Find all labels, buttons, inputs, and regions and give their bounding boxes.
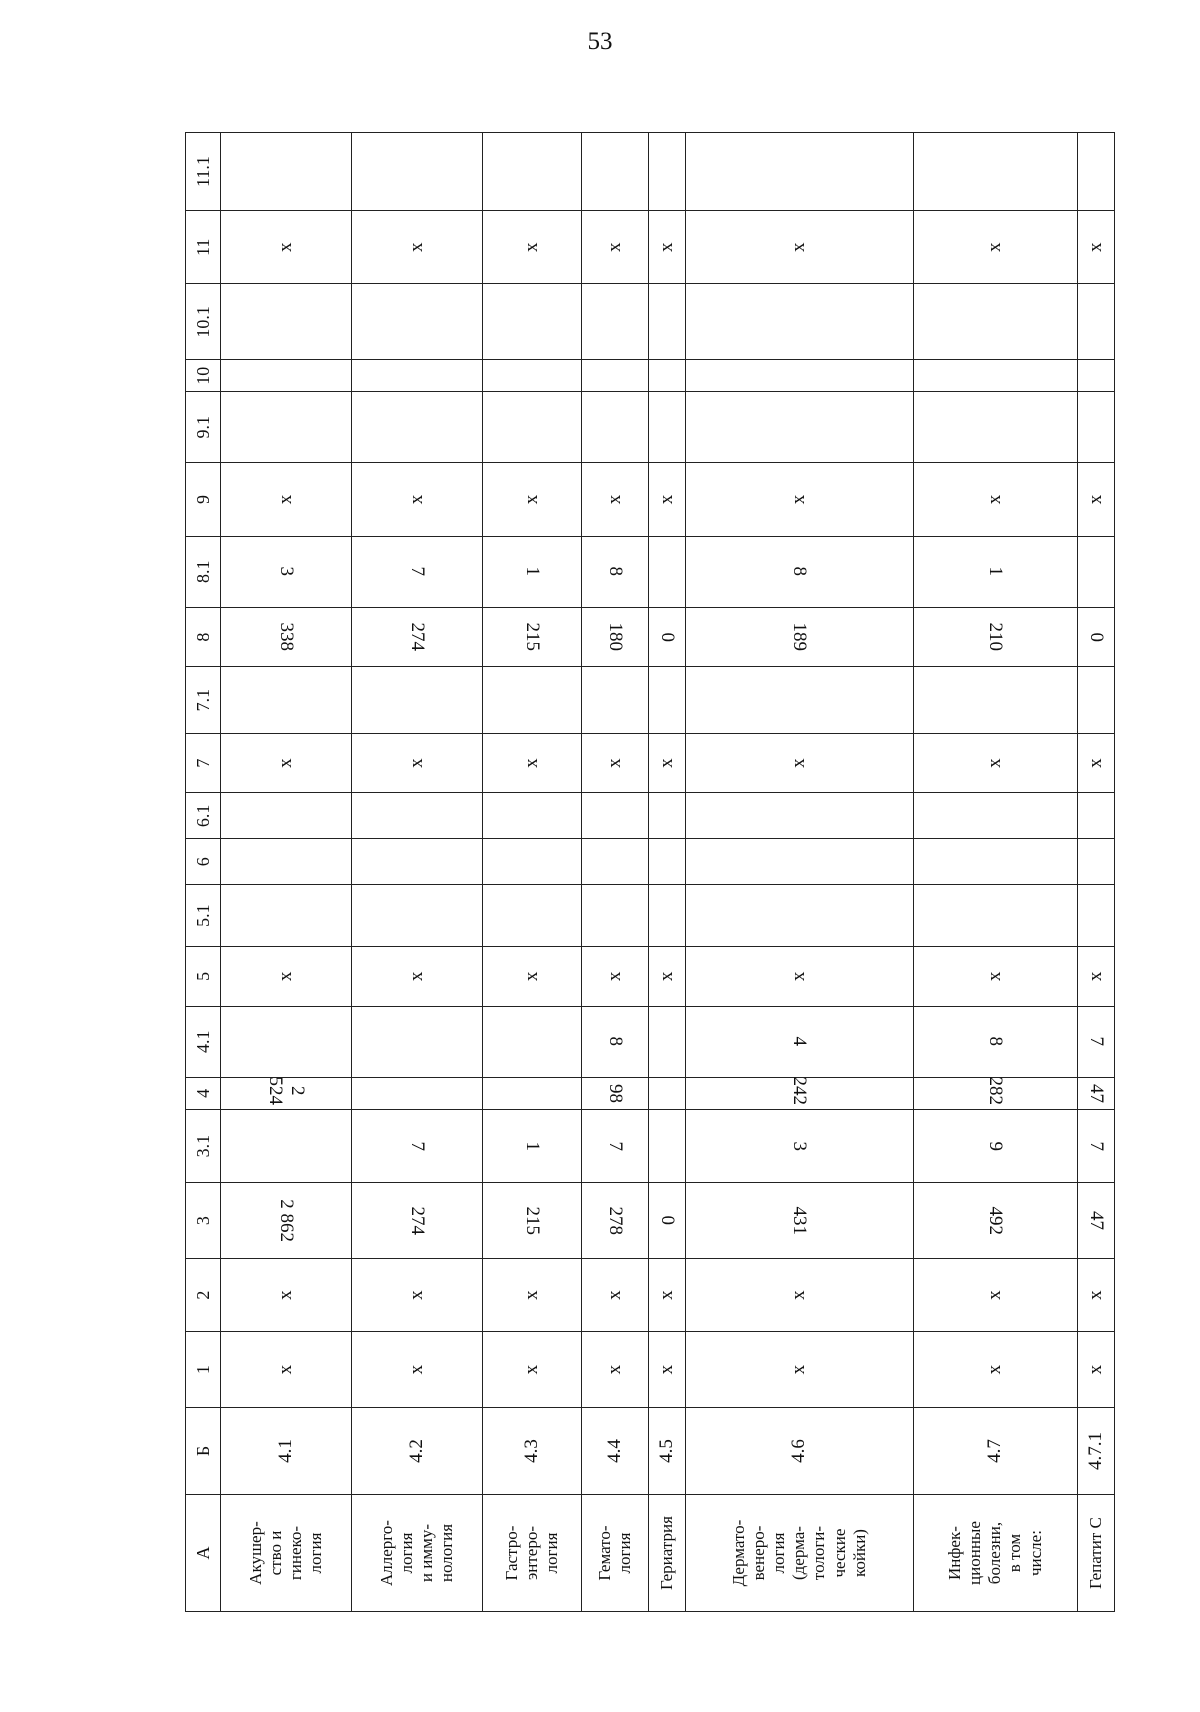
value-cell bbox=[914, 793, 1078, 839]
value-cell bbox=[352, 793, 483, 839]
column-header: 4 bbox=[186, 1077, 221, 1109]
cell-value: x bbox=[521, 758, 543, 768]
table-row bbox=[1077, 133, 1114, 1612]
value-cell bbox=[648, 392, 685, 463]
value-cell bbox=[914, 733, 1078, 793]
value-cell bbox=[352, 947, 483, 1007]
value-cell bbox=[483, 1258, 582, 1331]
value-cell bbox=[582, 1006, 648, 1077]
cell-value: 0 bbox=[656, 632, 678, 642]
value-cell bbox=[914, 839, 1078, 885]
column-header: 4.1 bbox=[186, 1006, 221, 1077]
column-header: 8.1 bbox=[186, 536, 221, 607]
value-cell bbox=[352, 463, 483, 536]
value-cell bbox=[914, 211, 1078, 284]
column-header: 10 bbox=[186, 360, 221, 392]
value-cell bbox=[221, 667, 352, 733]
value-cell bbox=[352, 839, 483, 885]
value-cell bbox=[685, 284, 913, 360]
cell-value: 7 bbox=[407, 566, 429, 577]
cell-value: x bbox=[1084, 1364, 1106, 1375]
value-cell bbox=[685, 1077, 913, 1109]
value-cell bbox=[352, 211, 483, 284]
value-cell bbox=[685, 667, 913, 733]
value-cell bbox=[914, 1077, 1078, 1109]
value-cell bbox=[221, 463, 352, 536]
cell-value: x bbox=[1084, 494, 1106, 505]
column-header: 9 bbox=[186, 463, 221, 536]
column-header: 8 bbox=[186, 607, 221, 667]
cell-value: x bbox=[603, 1364, 625, 1375]
value-cell bbox=[685, 947, 913, 1007]
cell-value: 282 bbox=[985, 1076, 1007, 1105]
value-cell bbox=[483, 1332, 582, 1408]
value-cell bbox=[648, 1332, 685, 1408]
row-name-cell: Гепатит С bbox=[1077, 1495, 1114, 1612]
value-cell bbox=[352, 1258, 483, 1331]
cell-value: x bbox=[1084, 1290, 1106, 1300]
table-row bbox=[648, 133, 685, 1612]
value-cell bbox=[648, 733, 685, 793]
value-cell bbox=[221, 607, 352, 667]
cell-value: 7 bbox=[407, 1141, 429, 1151]
value-cell bbox=[1077, 839, 1114, 885]
value-cell bbox=[582, 885, 648, 947]
column-header: 5 bbox=[186, 947, 221, 1007]
cell-value: 215 bbox=[522, 622, 544, 652]
value-cell bbox=[914, 1183, 1078, 1259]
value-cell bbox=[685, 1183, 913, 1259]
row-name-cell: Дермато- венеро- логия (дерма- тологи- ческие койки) bbox=[685, 1495, 913, 1612]
row-name-cell: Гастро- энтеро- логия bbox=[483, 1495, 582, 1612]
value-cell bbox=[221, 1258, 352, 1331]
cell-value: x bbox=[603, 1290, 625, 1300]
value-cell bbox=[685, 463, 913, 536]
cell-value: 274 bbox=[407, 1206, 429, 1235]
cell-value: x bbox=[275, 242, 297, 253]
value-cell bbox=[221, 947, 352, 1007]
value-cell bbox=[685, 839, 913, 885]
column-header: Б bbox=[186, 1407, 221, 1494]
cell-value: x bbox=[521, 1290, 543, 1300]
cell-value: 8 bbox=[604, 566, 626, 577]
value-cell bbox=[914, 667, 1078, 733]
cell-value: x bbox=[275, 971, 297, 982]
cell-value: x bbox=[603, 242, 625, 253]
row-name-cell: Гемато- логия bbox=[582, 1495, 648, 1612]
cell-value: x bbox=[275, 494, 297, 505]
value-cell bbox=[352, 1006, 483, 1077]
cell-value: x bbox=[788, 242, 810, 253]
value-cell bbox=[648, 284, 685, 360]
value-cell bbox=[483, 667, 582, 733]
value-cell bbox=[1077, 607, 1114, 667]
value-cell bbox=[914, 607, 1078, 667]
value-cell bbox=[648, 133, 685, 211]
value-cell bbox=[582, 536, 648, 607]
cell-value: 3 bbox=[276, 566, 298, 577]
column-header: 3.1 bbox=[186, 1109, 221, 1182]
cell-value: x bbox=[788, 971, 810, 982]
value-cell bbox=[685, 360, 913, 392]
value-cell bbox=[1077, 1258, 1114, 1331]
value-cell bbox=[1077, 463, 1114, 536]
value-cell bbox=[685, 885, 913, 947]
value-cell bbox=[1077, 1183, 1114, 1259]
cell-value: 242 bbox=[789, 1076, 811, 1105]
row-name-cell: Инфек- ционные болезни, в том числе: bbox=[914, 1495, 1078, 1612]
value-cell bbox=[352, 284, 483, 360]
value-cell bbox=[685, 1258, 913, 1331]
page-number: 53 bbox=[587, 28, 613, 55]
value-cell bbox=[483, 793, 582, 839]
value-cell bbox=[685, 607, 913, 667]
value-cell bbox=[685, 1006, 913, 1077]
cell-value: x bbox=[521, 1364, 543, 1375]
value-cell bbox=[483, 1109, 582, 1182]
cell-value: 180 bbox=[604, 622, 626, 652]
value-cell bbox=[914, 1109, 1078, 1182]
value-cell bbox=[483, 1183, 582, 1259]
cell-value: 47 bbox=[1085, 1083, 1107, 1103]
cell-value: 2 862 bbox=[276, 1199, 298, 1242]
cell-value: x bbox=[788, 1290, 810, 1300]
cell-value: x bbox=[984, 242, 1006, 253]
value-cell bbox=[1077, 947, 1114, 1007]
value-cell bbox=[352, 1183, 483, 1259]
value-cell bbox=[582, 1258, 648, 1331]
value-cell bbox=[685, 793, 913, 839]
cell-value: 4 bbox=[789, 1037, 811, 1047]
cell-value: x bbox=[406, 242, 428, 253]
cell-value: 8 bbox=[604, 1037, 626, 1047]
column-header: 7 bbox=[186, 733, 221, 793]
cell-value: 278 bbox=[604, 1206, 626, 1235]
value-cell bbox=[483, 885, 582, 947]
value-cell bbox=[1077, 360, 1114, 392]
cell-value: 3 bbox=[789, 1141, 811, 1151]
column-header: 2 bbox=[186, 1258, 221, 1331]
value-cell bbox=[483, 607, 582, 667]
cell-value: 47 bbox=[1085, 1211, 1107, 1231]
value-cell bbox=[914, 1258, 1078, 1331]
header-row bbox=[186, 133, 221, 1612]
cell-value: x bbox=[788, 758, 810, 768]
value-cell bbox=[221, 1109, 352, 1182]
value-cell bbox=[221, 1332, 352, 1408]
value-cell bbox=[1077, 793, 1114, 839]
column-header: 6 bbox=[186, 839, 221, 885]
value-cell bbox=[648, 1258, 685, 1331]
cell-value: x bbox=[521, 494, 543, 505]
row-name-cell: Акушер- ство и гинеко- логия bbox=[221, 1495, 352, 1612]
value-cell bbox=[483, 360, 582, 392]
value-cell bbox=[221, 885, 352, 947]
value-cell bbox=[914, 1006, 1078, 1077]
value-cell bbox=[352, 133, 483, 211]
table-row bbox=[221, 133, 352, 1612]
row-code-cell: 4.3 bbox=[483, 1407, 582, 1494]
value-cell bbox=[1077, 1332, 1114, 1408]
column-header: А bbox=[186, 1495, 221, 1612]
value-cell bbox=[352, 360, 483, 392]
value-cell bbox=[352, 536, 483, 607]
value-cell bbox=[648, 947, 685, 1007]
table-row bbox=[483, 133, 582, 1612]
value-cell bbox=[1077, 1077, 1114, 1109]
value-cell bbox=[352, 667, 483, 733]
value-cell bbox=[648, 536, 685, 607]
cell-value: x bbox=[984, 1290, 1006, 1300]
cell-value: x bbox=[406, 1290, 428, 1300]
value-cell bbox=[582, 463, 648, 536]
cell-value: x bbox=[603, 494, 625, 505]
cell-value: x bbox=[521, 971, 543, 982]
value-cell bbox=[483, 211, 582, 284]
value-cell bbox=[582, 284, 648, 360]
value-cell bbox=[483, 463, 582, 536]
value-cell bbox=[221, 839, 352, 885]
row-code-cell: 4.4 bbox=[582, 1407, 648, 1494]
value-cell bbox=[352, 1109, 483, 1182]
value-cell bbox=[352, 607, 483, 667]
value-cell bbox=[582, 607, 648, 667]
cell-value: 492 bbox=[985, 1206, 1007, 1235]
cell-value: 215 bbox=[522, 1206, 544, 1235]
value-cell bbox=[648, 793, 685, 839]
statistics-table bbox=[185, 132, 1115, 1612]
cell-value: x bbox=[984, 971, 1006, 982]
value-cell bbox=[483, 1006, 582, 1077]
value-cell bbox=[352, 733, 483, 793]
column-header: 11.1 bbox=[186, 133, 221, 211]
cell-value: x bbox=[275, 1290, 297, 1300]
value-cell bbox=[582, 1109, 648, 1182]
value-cell bbox=[914, 1332, 1078, 1408]
value-cell bbox=[582, 667, 648, 733]
value-cell bbox=[648, 839, 685, 885]
value-cell bbox=[483, 536, 582, 607]
value-cell bbox=[648, 1006, 685, 1077]
value-cell bbox=[648, 667, 685, 733]
value-cell bbox=[221, 793, 352, 839]
value-cell bbox=[685, 1109, 913, 1182]
table-row bbox=[582, 133, 648, 1612]
column-header: 10.1 bbox=[186, 284, 221, 360]
value-cell bbox=[483, 839, 582, 885]
value-cell bbox=[483, 392, 582, 463]
rotated-table-container bbox=[185, 132, 1115, 1612]
cell-value: x bbox=[1084, 971, 1106, 982]
value-cell bbox=[685, 392, 913, 463]
value-cell bbox=[648, 885, 685, 947]
cell-value: x bbox=[788, 494, 810, 505]
value-cell bbox=[914, 284, 1078, 360]
value-cell bbox=[582, 133, 648, 211]
cell-value: 9 bbox=[985, 1141, 1007, 1151]
cell-value: 1 bbox=[985, 566, 1007, 577]
cell-value: 8 bbox=[985, 1037, 1007, 1047]
value-cell bbox=[1077, 1109, 1114, 1182]
value-cell bbox=[221, 392, 352, 463]
value-cell bbox=[648, 1077, 685, 1109]
cell-value: 7 bbox=[604, 1141, 626, 1151]
value-cell bbox=[914, 885, 1078, 947]
cell-value: 7 bbox=[1085, 1141, 1107, 1151]
value-cell bbox=[685, 536, 913, 607]
value-cell bbox=[648, 211, 685, 284]
value-cell bbox=[352, 392, 483, 463]
cell-value: 1 bbox=[522, 566, 544, 577]
cell-value: x bbox=[788, 1364, 810, 1375]
value-cell bbox=[582, 1332, 648, 1408]
row-code-cell: 4.7 bbox=[914, 1407, 1078, 1494]
value-cell bbox=[483, 1077, 582, 1109]
value-cell bbox=[483, 733, 582, 793]
cell-value: 338 bbox=[276, 622, 298, 652]
cell-value: x bbox=[406, 494, 428, 505]
cell-value: x bbox=[655, 1290, 677, 1300]
cell-value: x bbox=[406, 971, 428, 982]
value-cell bbox=[1077, 667, 1114, 733]
value-cell bbox=[914, 947, 1078, 1007]
value-cell bbox=[352, 1332, 483, 1408]
cell-value: x bbox=[655, 971, 677, 982]
value-cell bbox=[221, 211, 352, 284]
cell-value: 189 bbox=[789, 622, 811, 652]
column-header: 3 bbox=[186, 1183, 221, 1259]
value-cell bbox=[582, 360, 648, 392]
cell-value: 2 524 bbox=[265, 1076, 309, 1105]
value-cell bbox=[582, 947, 648, 1007]
value-cell bbox=[648, 1109, 685, 1182]
value-cell bbox=[221, 360, 352, 392]
cell-value: x bbox=[655, 1364, 677, 1375]
value-cell bbox=[483, 133, 582, 211]
value-cell bbox=[221, 733, 352, 793]
cell-value: 8 bbox=[789, 566, 811, 577]
value-cell bbox=[221, 284, 352, 360]
cell-value: x bbox=[1084, 242, 1106, 253]
value-cell bbox=[914, 536, 1078, 607]
value-cell bbox=[221, 1183, 352, 1259]
value-cell bbox=[1077, 733, 1114, 793]
value-cell bbox=[1077, 885, 1114, 947]
value-cell bbox=[352, 1077, 483, 1109]
value-cell bbox=[582, 1183, 648, 1259]
value-cell bbox=[1077, 392, 1114, 463]
value-cell bbox=[582, 839, 648, 885]
value-cell bbox=[685, 211, 913, 284]
value-cell bbox=[582, 392, 648, 463]
column-header: 11 bbox=[186, 211, 221, 284]
cell-value: x bbox=[275, 1364, 297, 1375]
cell-value: 98 bbox=[604, 1083, 626, 1103]
value-cell bbox=[221, 1006, 352, 1077]
table-row bbox=[352, 133, 483, 1612]
value-cell bbox=[221, 133, 352, 211]
cell-value: 431 bbox=[789, 1206, 811, 1235]
value-cell bbox=[685, 133, 913, 211]
value-cell bbox=[352, 885, 483, 947]
cell-value: 210 bbox=[985, 622, 1007, 652]
value-cell bbox=[685, 733, 913, 793]
value-cell bbox=[1077, 1006, 1114, 1077]
value-cell bbox=[648, 463, 685, 536]
value-cell bbox=[221, 1077, 352, 1109]
value-cell bbox=[582, 793, 648, 839]
value-cell bbox=[1077, 211, 1114, 284]
row-code-cell: 4.2 bbox=[352, 1407, 483, 1494]
value-cell bbox=[648, 607, 685, 667]
cell-value: 0 bbox=[656, 1215, 678, 1226]
row-name-cell: Аллерго- логия и имму- нология bbox=[352, 1495, 483, 1612]
value-cell bbox=[582, 211, 648, 284]
column-header: 5.1 bbox=[186, 885, 221, 947]
value-cell bbox=[914, 392, 1078, 463]
table-row bbox=[914, 133, 1078, 1612]
cell-value: x bbox=[655, 242, 677, 253]
value-cell bbox=[1077, 133, 1114, 211]
cell-value: x bbox=[984, 494, 1006, 505]
cell-value: x bbox=[603, 971, 625, 982]
cell-value: 274 bbox=[407, 622, 429, 652]
cell-value: x bbox=[521, 242, 543, 253]
cell-value: 1 bbox=[522, 1141, 544, 1151]
value-cell bbox=[483, 284, 582, 360]
row-name-cell: Гериатрия bbox=[648, 1495, 685, 1612]
column-header: 7.1 bbox=[186, 667, 221, 733]
row-code-cell: 4.5 bbox=[648, 1407, 685, 1494]
cell-value: x bbox=[275, 758, 297, 768]
cell-value: 0 bbox=[1085, 632, 1107, 642]
value-cell bbox=[582, 1077, 648, 1109]
cell-value: x bbox=[655, 494, 677, 505]
cell-value: x bbox=[655, 758, 677, 768]
cell-value: x bbox=[984, 758, 1006, 768]
value-cell bbox=[1077, 536, 1114, 607]
value-cell bbox=[914, 463, 1078, 536]
cell-value: x bbox=[1084, 758, 1106, 768]
value-cell bbox=[648, 360, 685, 392]
table-row bbox=[685, 133, 913, 1612]
cell-value: x bbox=[406, 758, 428, 768]
value-cell bbox=[1077, 284, 1114, 360]
value-cell bbox=[914, 133, 1078, 211]
value-cell bbox=[483, 947, 582, 1007]
row-code-cell: 4.7.1 bbox=[1077, 1407, 1114, 1494]
row-code-cell: 4.1 bbox=[221, 1407, 352, 1494]
cell-value: x bbox=[603, 758, 625, 768]
cell-value: x bbox=[406, 1364, 428, 1375]
value-cell bbox=[914, 360, 1078, 392]
row-code-cell: 4.6 bbox=[685, 1407, 913, 1494]
column-header: 9.1 bbox=[186, 392, 221, 463]
cell-value: x bbox=[984, 1364, 1006, 1375]
cell-value: 7 bbox=[1085, 1037, 1107, 1047]
value-cell bbox=[685, 1332, 913, 1408]
column-header: 6.1 bbox=[186, 793, 221, 839]
value-cell bbox=[582, 733, 648, 793]
column-header: 1 bbox=[186, 1332, 221, 1408]
value-cell bbox=[648, 1183, 685, 1259]
value-cell bbox=[221, 536, 352, 607]
